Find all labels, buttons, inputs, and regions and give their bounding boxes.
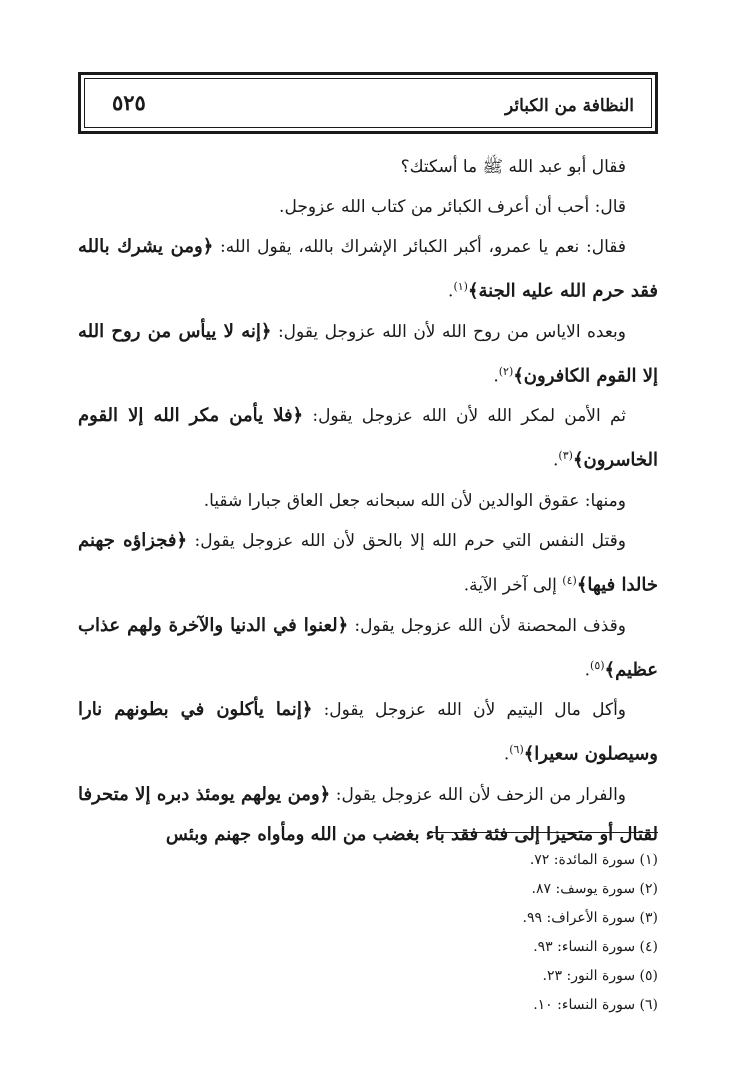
footnote-ref: (١) [453, 280, 468, 293]
paragraph [78, 312, 658, 397]
paragraph-text: والفرار من الزحف لأن الله عزوجل يقول: [330, 784, 627, 805]
running-title: النظافة من الكبائر [505, 96, 634, 116]
footnote-ref: (٥) [590, 658, 605, 672]
paragraph [78, 227, 658, 312]
paragraph [78, 775, 658, 855]
paragraph [78, 690, 658, 775]
main-text [78, 147, 658, 855]
quran-verse: ﴿ومن يولهم يومئذ دبره إلا متحرفا لقتال أو متحيزا إلى فئة فقد باء بغضب من الله ومأواه جهنم وبئس [78, 783, 658, 845]
footnote-ref: (٢) [498, 364, 514, 378]
paragraph-text: . [503, 744, 510, 765]
paragraph [78, 396, 658, 481]
footnote: (٣) سورة الأعراف: ٩٩. [522, 910, 658, 926]
paragraph-text: وبعده الاياس من روح الله لأن الله عزوجل يقول: [271, 321, 626, 342]
footnote: (٤) سورة النساء: ٩٣. [533, 939, 658, 955]
paragraph [78, 481, 658, 521]
footnote-ref: (٣) [558, 449, 573, 463]
paragraph-text: وأكل مال اليتيم لأن الله عزوجل يقول: [312, 700, 626, 721]
paragraph-text: . [553, 450, 559, 471]
paragraph-text: . [493, 366, 499, 387]
paragraph-text: فقال: نعم يا عمرو، أكبر الكبائر الإشراك بالله، يقول الله: [213, 237, 626, 257]
quran-verse: ﴿فجزاؤه جهنم خالدا فيها﴾ [78, 529, 658, 596]
paragraph-text: إلى آخر الآية. [463, 575, 563, 596]
paragraph-text: فقال أبو عبد الله ﷺ ما أسكتك؟ [400, 157, 626, 177]
footnotes [78, 846, 658, 1020]
quran-verse: ﴿فلا يأمن مكر الله إلا القوم الخاسرون﴾ [78, 405, 658, 471]
footnote-ref: (٤) [562, 573, 577, 587]
paragraph [78, 147, 658, 187]
footnote: (١) سورة المائدة: ٧٢. [529, 852, 658, 868]
paragraph [78, 187, 658, 227]
paragraph-text: وقتل النفس التي حرم الله إلا بالحق لأن الله عزوجل يقول: [187, 530, 626, 551]
paragraph [78, 521, 658, 606]
quran-verse: ﴿لعنوا في الدنيا والآخرة ولهم عذاب عظيم﴾ [78, 614, 658, 681]
page-number: ٥٢٥ [112, 90, 146, 115]
paragraph [78, 606, 658, 691]
footnote-ref: (٦) [509, 743, 524, 757]
paragraph-text: ومنها: عقوق الوالدين لأن الله سبحانه جعل العاق جبارا شقيا. [203, 490, 626, 511]
footnote: (٢) سورة يوسف: ٨٧. [531, 881, 658, 897]
paragraph-text: قال: أحب أن أعرف الكبائر من كتاب الله عزوجل. [279, 197, 626, 217]
quran-verse: ﴿ومن يشرك بالله فقد حرم الله عليه الجنة﴾ [78, 236, 658, 302]
footnote-separator [430, 832, 658, 833]
paragraph-text: . [448, 281, 454, 302]
paragraph-text: . [584, 660, 591, 681]
footnote: (٦) سورة النساء: ١٠. [533, 997, 658, 1013]
paragraph-text: ثم الأمن لمكر الله لأن الله عزوجل يقول: [303, 406, 627, 427]
quran-verse: ﴿إنه لا ييأس من روح الله إلا القوم الكافرون﴾ [78, 320, 658, 387]
footnote: (٥) سورة النور: ٢٣. [542, 968, 658, 984]
quran-verse: ﴿إنما يأكلون في بطونهم نارا وسيصلون سعيرا﴾ [78, 699, 658, 765]
paragraph-text: وقذف المحصنة لأن الله عزوجل يقول: [348, 615, 626, 636]
